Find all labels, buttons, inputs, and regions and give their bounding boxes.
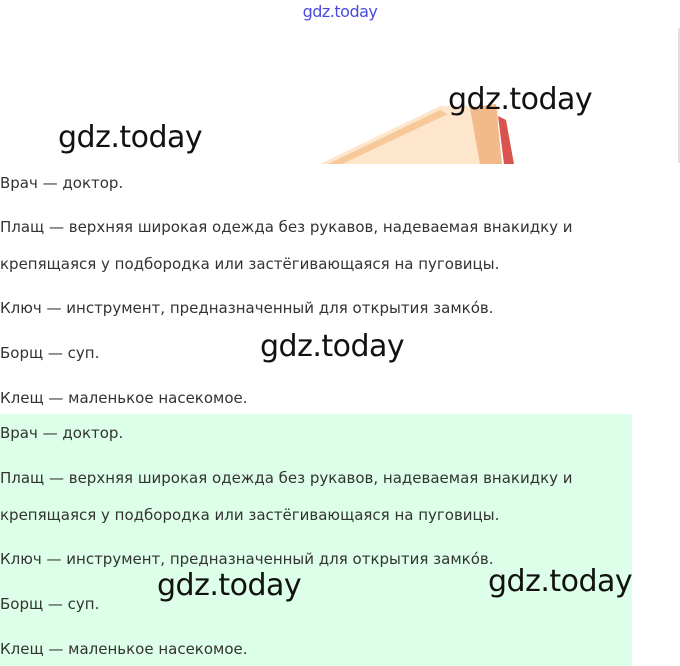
- highlighted-answer: [0, 414, 632, 666]
- watermark-text: gdz.today: [58, 120, 203, 155]
- answer-line: Клещ — маленькое насекомое.: [0, 389, 248, 407]
- answer-line: Плащ — верхняя широкая одежда без рукавов, надеваемая внакидку и: [0, 218, 573, 236]
- answer-line: Врач — доктор.: [0, 174, 124, 192]
- answer-line: Ключ — инструмент, предназначенный для открытия замко́в.: [0, 299, 494, 317]
- answer-line: Клещ — маленькое насекомое.: [0, 640, 248, 658]
- answer-line: крепящаяся у подбородка или застёгивающаяся на пуговицы.: [0, 255, 500, 273]
- watermark-text: gdz.today: [448, 82, 593, 117]
- watermark-text: gdz.today: [488, 564, 633, 599]
- answer-line: Борщ — суп.: [0, 595, 100, 613]
- watermark-text: gdz.today: [157, 568, 302, 603]
- watermark-text: gdz.today: [260, 329, 405, 364]
- answer-line: крепящаяся у подбородка или застёгивающаяся на пуговицы.: [0, 506, 500, 524]
- answer-line: Ключ — инструмент, предназначенный для открытия замко́в.: [0, 550, 494, 568]
- answer-line: Борщ — суп.: [0, 344, 100, 362]
- top-watermark: gdz.today: [302, 2, 378, 21]
- answer-line: Врач — доктор.: [0, 424, 124, 442]
- answer-line: Плащ — верхняя широкая одежда без рукавов, надеваемая внакидку и: [0, 469, 573, 487]
